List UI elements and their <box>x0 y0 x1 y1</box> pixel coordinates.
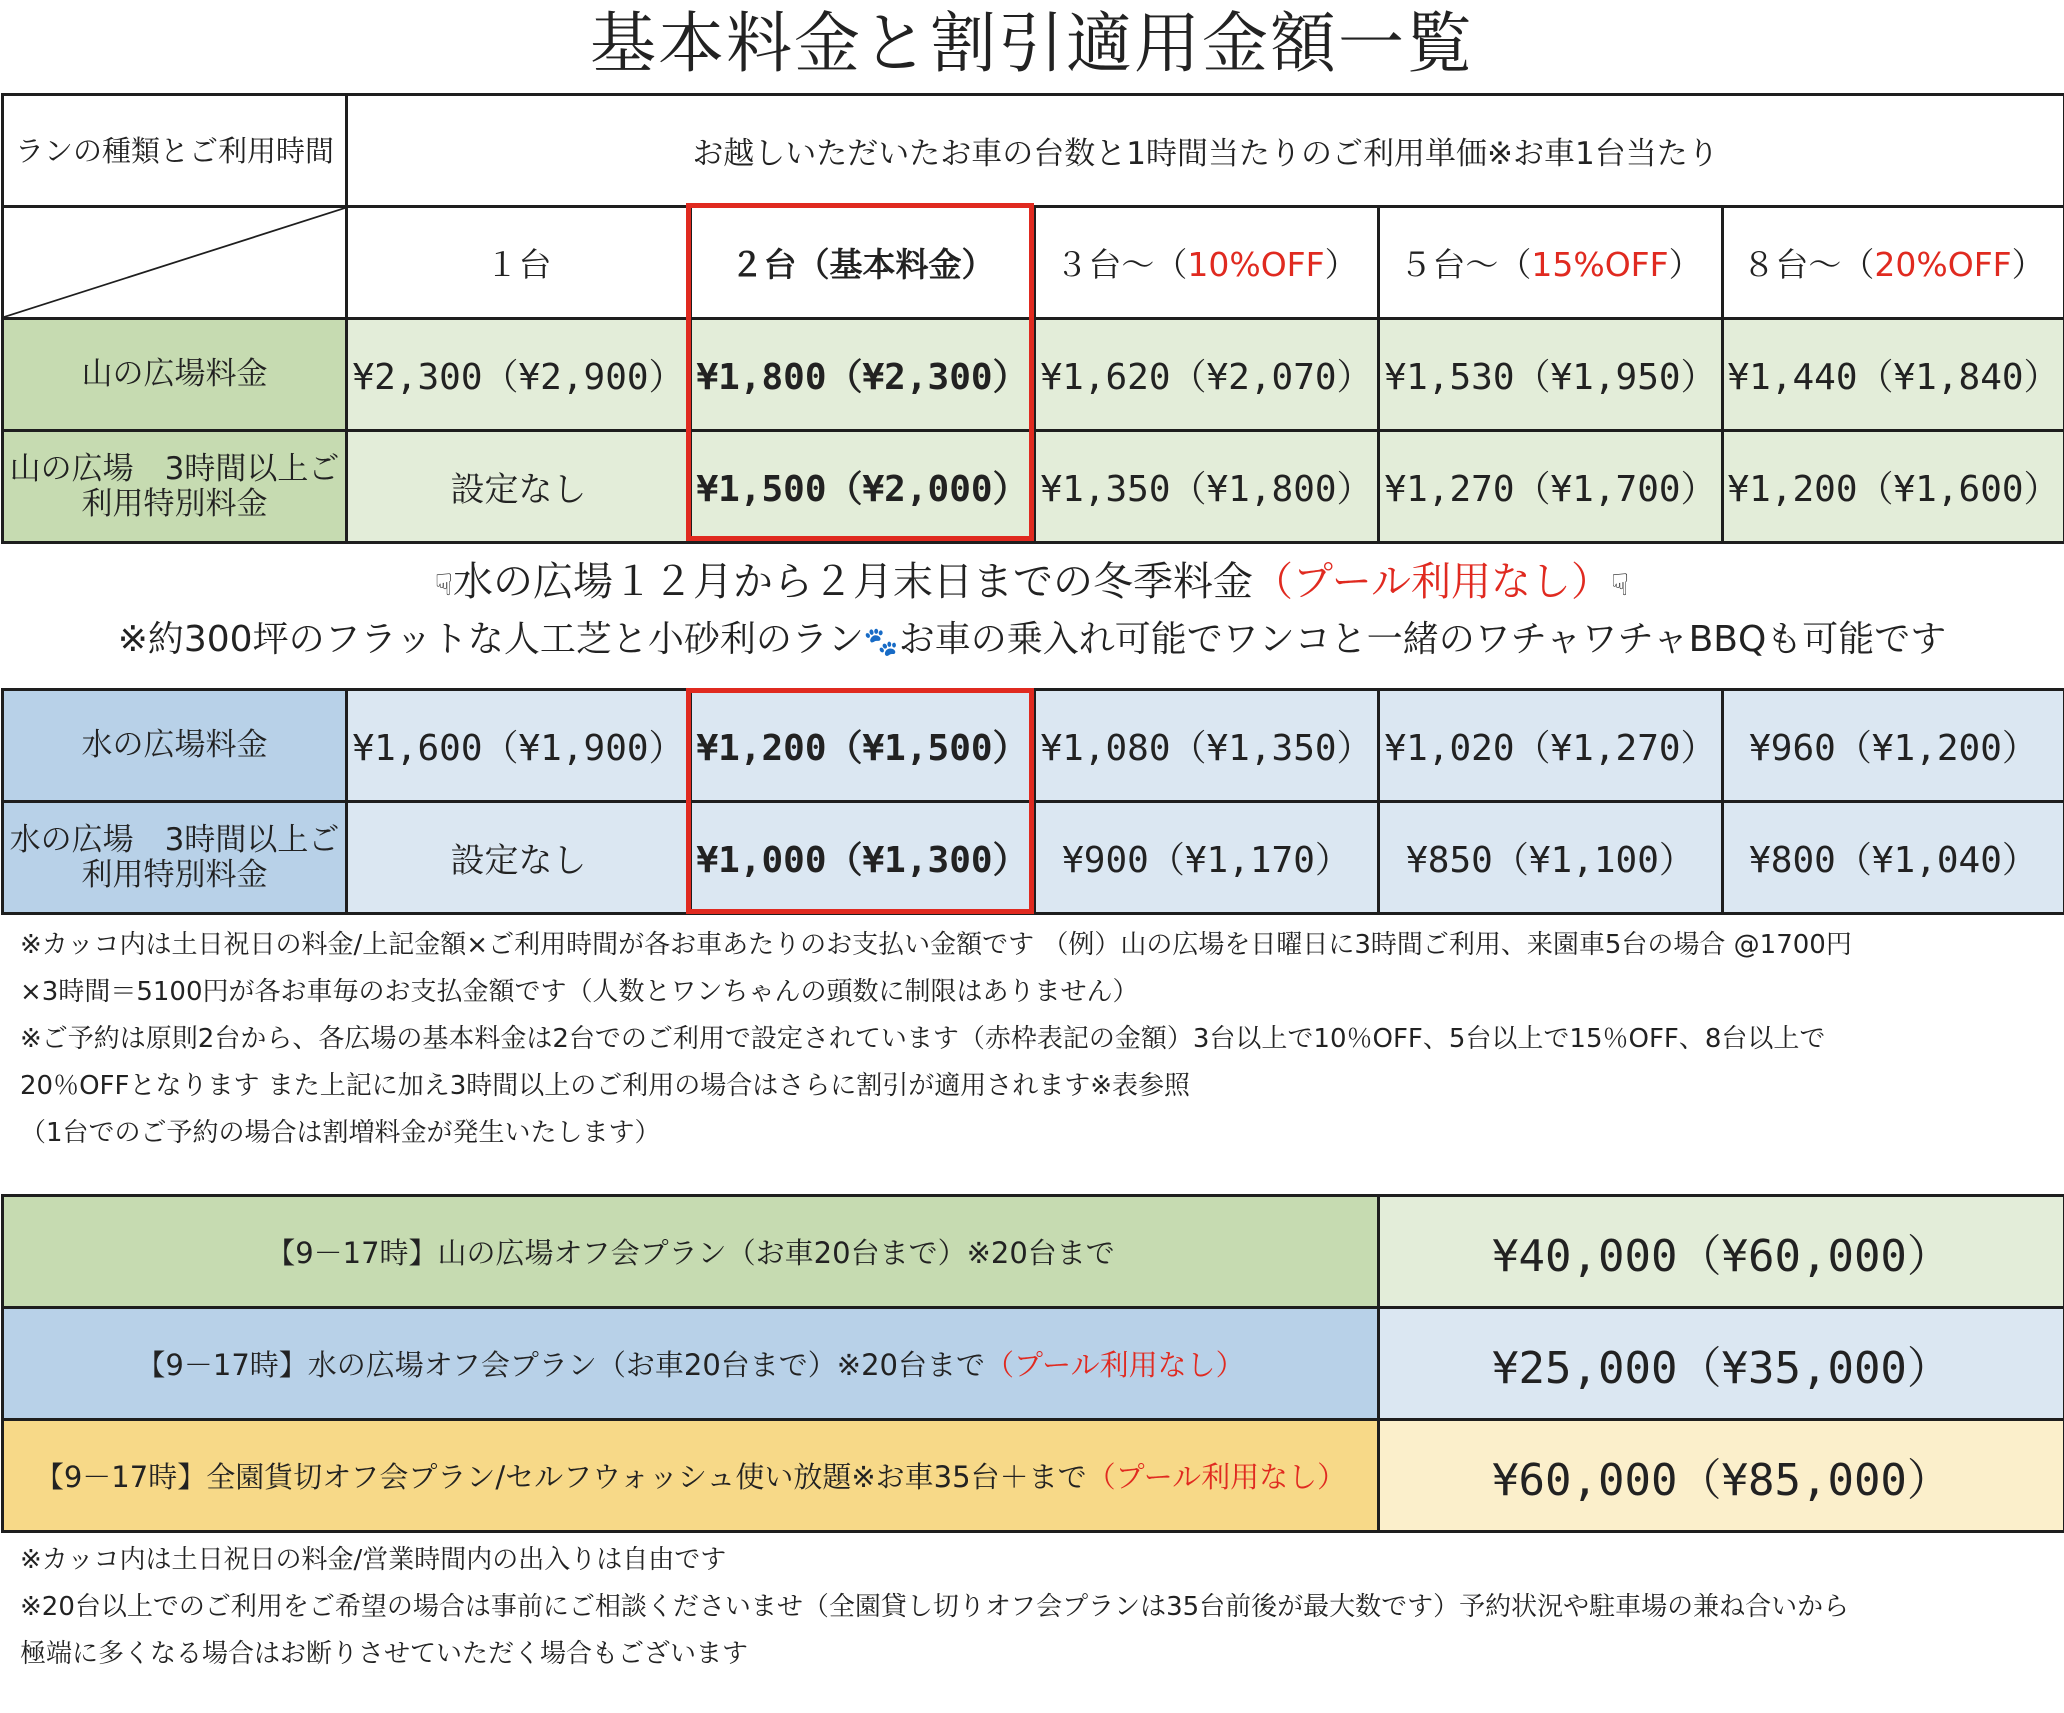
plan-label: 【9－17時】山の広場オフ会プラン（お車20台まで）※20台まで <box>3 1196 1379 1308</box>
column-2-cars-base: ２台（基本料金） <box>691 207 1035 319</box>
offkai-plan-table <box>1 1194 2064 1533</box>
pointing-hand-icon: ☟ <box>1611 568 1630 603</box>
column-8-cars: ８台～（20%OFF） <box>1723 207 2064 319</box>
mountain-price-table <box>1 93 2064 544</box>
note-line: ×3時間＝5100円が各お車毎のお支払金額です（人数とワンちゃんの頭数に制限はありません） <box>20 977 1139 1007</box>
note-line: ※カッコ内は土日祝日の料金/上記金額×ご利用時間が各お車あたりのお支払い金額です （例）山の広場を日曜日に3時間ご利用、来園車5台の場合 @1700円 <box>20 930 1852 960</box>
price-cell: ¥1,270（¥1,700） <box>1379 431 1723 543</box>
note-line: 極端に多くなる場合はお断りさせていただく場合もございます <box>20 1639 749 1669</box>
price-cell: ¥1,620（¥2,070） <box>1035 319 1379 431</box>
paw-icon: 🐾 <box>863 625 899 658</box>
note-line: ※20台以上でのご利用をご希望の場合は事前にご相談くださいませ（全園貸し切りオフ会プランは35台前後が最大数です）予約状況や駐車場の兼ね合いから <box>20 1592 1850 1622</box>
price-cell: ¥2,300（¥2,900） <box>347 319 691 431</box>
price-cell: ¥1,020（¥1,270） <box>1379 690 1723 802</box>
row-label: 山の広場料金 <box>3 319 347 431</box>
column-5-cars: ５台～（15%OFF） <box>1379 207 1723 319</box>
pricing-notes <box>20 922 2050 1157</box>
price-cell: ¥800（¥1,040） <box>1723 802 2064 914</box>
price-cell: ¥1,350（¥1,800） <box>1035 431 1379 543</box>
note-line: ※カッコ内は土日祝日の料金/営業時間内の出入りは自由です <box>20 1545 727 1575</box>
table-header: お越しいただいたお車の台数と1時間当たりのご利用単価※お車1台当たり <box>347 95 2064 207</box>
run-description: ※約300坪のフラットな人工芝と小砂利のラン🐾お車の乗入れ可能でワンコと一緒のワチャワチャBBQも可能です <box>0 615 2064 667</box>
plan-label: 【9－17時】水の広場オフ会プラン（お車20台まで）※20台まで（プール利用なし） <box>3 1308 1379 1420</box>
price-cell: ¥1,080（¥1,350） <box>1035 690 1379 802</box>
row-label: 水の広場料金 <box>3 690 347 802</box>
column-1-car: １台 <box>347 207 691 319</box>
corner-label: ランの種類とご利用時間 <box>3 95 347 207</box>
price-cell: ¥1,600（¥1,900） <box>347 690 691 802</box>
price-cell-base: ¥1,200（¥1,500） <box>691 690 1035 802</box>
plan-notes <box>20 1537 2050 1678</box>
price-cell: ¥1,200（¥1,600） <box>1723 431 2064 543</box>
note-line: （1台でのご予約の場合は割増料金が発生いたします） <box>20 1118 661 1148</box>
price-cell: ¥960（¥1,200） <box>1723 690 2064 802</box>
price-cell-base: ¥1,500（¥2,000） <box>691 431 1035 543</box>
plan-label: 【9－17時】全園貨切オフ会プラン/セルフウォッシュ使い放題※お車35台＋まで（プール利用なし） <box>3 1420 1379 1532</box>
diagonal-corner <box>3 207 347 319</box>
discount-20: 20%OFF <box>1874 245 2012 284</box>
column-3-cars: ３台～（10%OFF） <box>1035 207 1379 319</box>
note-line: 20％OFFとなります また上記に加え3時間以上のご利用の場合はさらに割引が適用されます※表参照 <box>20 1071 1191 1101</box>
discount-15: 15%OFF <box>1531 245 1669 284</box>
price-cell: ¥900（¥1,170） <box>1035 802 1379 914</box>
plan-price: ¥25,000（¥35,000） <box>1379 1308 2064 1420</box>
price-cell-base: ¥1,000（¥1,300） <box>691 802 1035 914</box>
row-label: 山の広場 3時間以上ご利用特別料金 <box>3 431 347 543</box>
plan-price: ¥40,000（¥60,000） <box>1379 1196 2064 1308</box>
price-cell-base: ¥1,800（¥2,300） <box>691 319 1035 431</box>
water-price-table <box>1 688 2064 915</box>
plan-price: ¥60,000（¥85,000） <box>1379 1420 2064 1532</box>
pointing-hand-icon: ☟ <box>434 568 453 603</box>
discount-10: 10%OFF <box>1187 245 1325 284</box>
price-cell: 設定なし <box>347 802 691 914</box>
price-cell: 設定なし <box>347 431 691 543</box>
price-cell: ¥1,530（¥1,950） <box>1379 319 1723 431</box>
note-line: ※ご予約は原則2台から、各広場の基本料金は2台でのご利用で設定されています（赤枠表記の金額）3台以上で10％OFF、5台以上で15％OFF、8台以上で <box>20 1024 1826 1054</box>
price-cell: ¥1,440（¥1,840） <box>1723 319 2064 431</box>
price-cell: ¥850（¥1,100） <box>1379 802 1723 914</box>
winter-notice: ☟水の広場１２月から２月末日までの冬季料金（プール利用なし）☟ <box>0 554 2064 614</box>
row-label: 水の広場 3時間以上ご利用特別料金 <box>3 802 347 914</box>
page-title: 基本料金と割引適用金額一覧 <box>590 5 1474 82</box>
